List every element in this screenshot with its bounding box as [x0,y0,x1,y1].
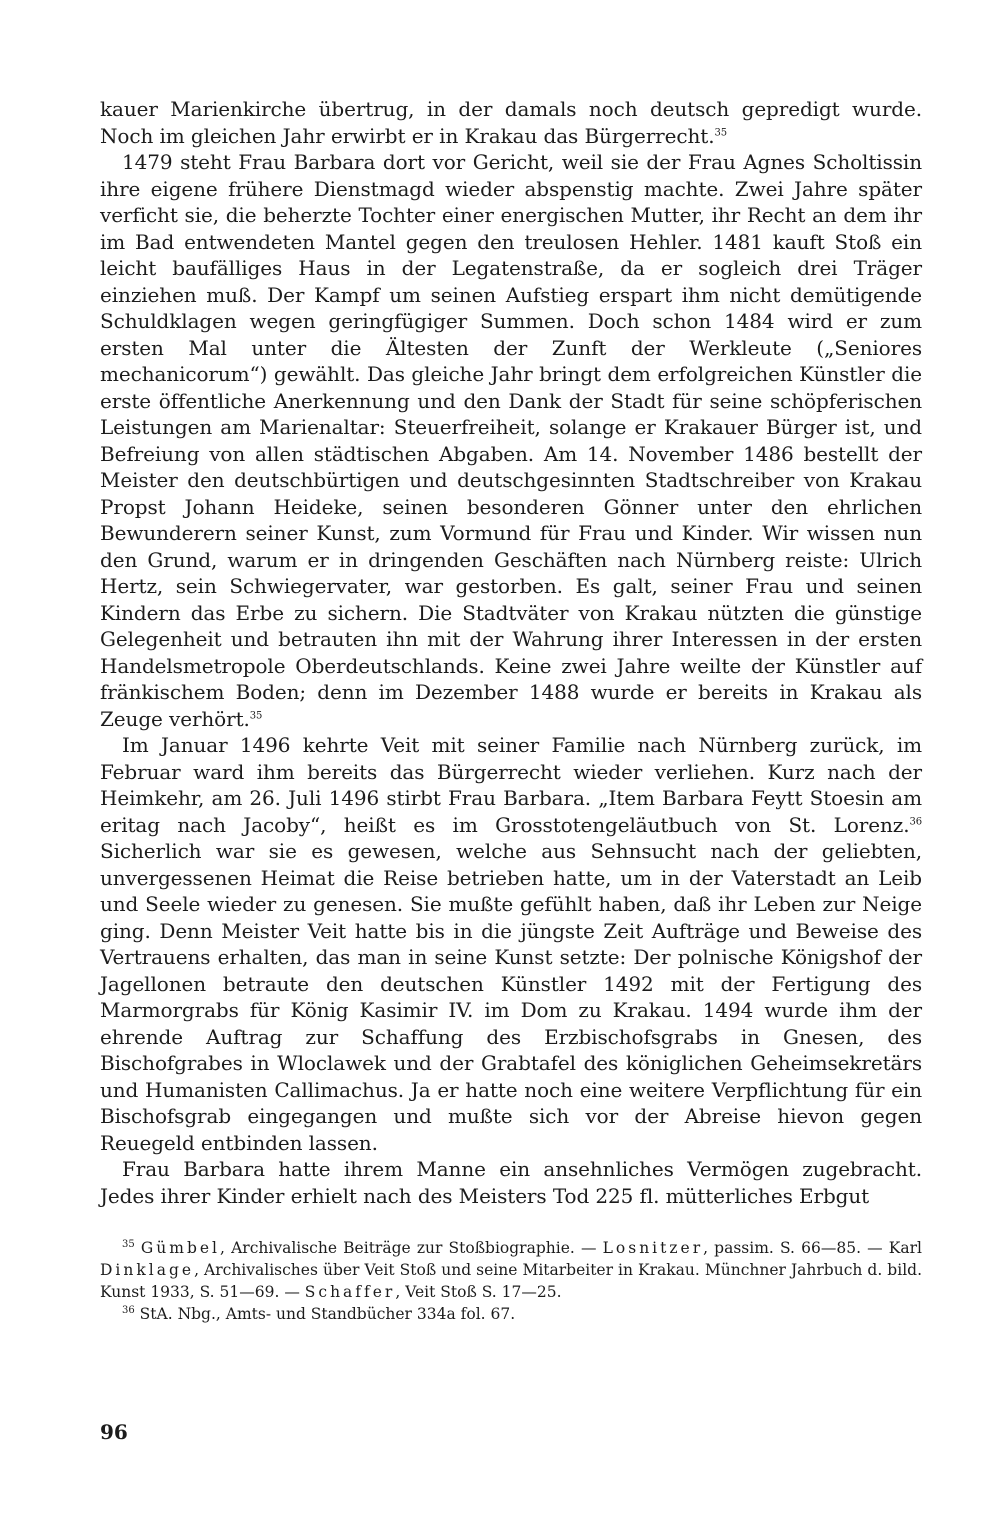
footnote-marker: 35 [122,1238,135,1250]
paragraph-text: Frau Barbara hatte ihrem Manne ein ansehnliches Vermögen zugebracht. Jedes ihrer Kinder erhielt nach des Meisters Tod 225 fl. mütterliches Erbgut [100,1157,922,1208]
footnote-reference: 35 [249,709,263,721]
footnote-text: , Veit Stoß S. 17—25. [395,1283,562,1301]
page-number: 96 [100,1420,128,1444]
footnote-text: , Archivalische Beiträge zur Stoßbiographie. — [220,1239,603,1257]
footnote-36 [100,1303,922,1325]
footnote-reference: 35 [714,126,727,138]
footnote-35 [100,1237,922,1303]
paragraph-4 [100,1156,922,1209]
paragraph-text: 1479 steht Frau Barbara dort vor Gericht, weil sie der Frau Agnes Scholtissin ihre eigene frühere Dienstmagd wieder abspenstig machte. Zwei Jahre später verficht sie, die beherzte Tochter einer energischen Mutter, ihr Recht an dem ihr im Bad entwendeten Mantel gegen den treulosen Hehler. 1481 kauft Stoß ein leicht baufälliges Haus in der Legatenstraße, da er sogleich drei Träger einziehen muß. Der Kampf um seinen Aufstieg erspart ihm nicht demütigende Schuldklagen wegen geringfügiger Summen. Doch schon 1484 wird er zum ersten Mal unter die Ältesten der Zunft der Werkleute („Seniores mechanicorum“) gewählt. Das gleiche Jahr bringt dem erfolgreichen Künstler die erste öffentliche Anerkennung und den Dank der Stadt für seine schöpferischen Leistungen am Marienaltar: Steuerfreiheit, solange er Krakauer Bürger ist, und Befreiung von allen städtischen Abgaben. Am 14. November 1486 bestellt der Meister den deutschbürtigen und deutschgesinnten Stadtschreiber von Krakau Propst Johann Heideke, seinen besonderen Gönner unter den ehrlichen Bewunderern seiner Kunst, zum Vormund für Frau und Kinder. Wir wissen nun den Grund, warum er in dringenden Geschäften nach Nürnberg reiste: Ulrich Hertz, sein Schwiegervater, war gestorben. Es galt, seiner Frau und seinen Kindern das Erbe zu sichern. Die Stadtväter von Krakau nützten die günstige Gelegenheit und betrauten ihn mit der Wahrung ihrer Interessen in der ersten Handelsmetropole Oberdeutschlands. Keine zwei Jahre weilte der Künstler auf fränkischem Boden; denn im Dezember 1488 wurde er bereits in Krakau als Zeuge verhört. [100,150,922,731]
footnote-author: Dinklage [100,1261,195,1279]
footnote-author: Losnitzer [602,1239,704,1257]
footnote-reference: 36 [909,815,922,827]
footnotes [100,1237,922,1325]
footnote-text: , Archivalisches über Veit Stoß und seine Mitarbeiter in Krakau. Münchner Jahrbuch d. bild. Kunst 1933, S. 51—69. — [100,1261,922,1301]
footnote-text: StA. Nbg., Amts- und Standbücher 334a fol. 67. [139,1305,516,1323]
document-page [100,96,922,1325]
paragraph-text: Sicherlich war sie es gewesen, welche aus Sehnsucht nach der geliebten, unvergessenen Heimat die Reise betrieben hatte, um in der Vaterstadt an Leib und Seele wieder zu genesen. Sie mußte gefühlt haben, daß ihr Leben zur Neige ging. Denn Meister Veit hatte bis in die jüngste Zeit Aufträge und Beweise des Vertrauens erhalten, das man in seine Kunst setzte: Der polnische Königshof der Jagellonen betraute den deutschen Künstler 1492 mit der Fertigung des Marmorgrabs für König Kasimir IV. im Dom zu Krakau. 1494 wurde ihm der ehrende Auftrag zur Schaffung des Erzbischofsgrabs in Gnesen, des Bischofgrabes in Wloclawek und der Grabtafel des königlichen Geheimsekretärs und Humanisten Callimachus. Ja er hatte noch eine weitere Verpflichtung für ein Bischofsgrab eingegangen und mußte sich vor der Abreise hievon gegen Reuegeld entbinden lassen. [100,839,922,1155]
footnote-author: Schaffer [304,1283,396,1301]
body-text [100,96,922,1209]
footnote-marker: 36 [122,1304,135,1316]
paragraph-text: kauer Marienkirche übertrug, in der damals noch deutsch gepredigt wurde. Noch im gleichen Jahr erwirbt er in Krakau das Bürgerrecht. [100,97,922,148]
footnote-text: , passim. S. 66—85. — Karl [703,1239,922,1257]
footnote-author: Gümbel [140,1239,221,1257]
paragraph-text: Im Januar 1496 kehrte Veit mit seiner Familie nach Nürnberg zurück, im Februar ward ihm bereits das Bürgerrecht wieder verliehen. Kurz nach der Heimkehr, am 26. Juli 1496 stirbt Frau Barbara. „Item Barbara Feytt Stoesin am eritag nach Jacoby“, heißt es im Grosstotengeläutbuch von St. Lorenz. [100,733,922,837]
paragraph-3 [100,732,922,1156]
paragraph-1 [100,96,922,149]
paragraph-2 [100,149,922,732]
